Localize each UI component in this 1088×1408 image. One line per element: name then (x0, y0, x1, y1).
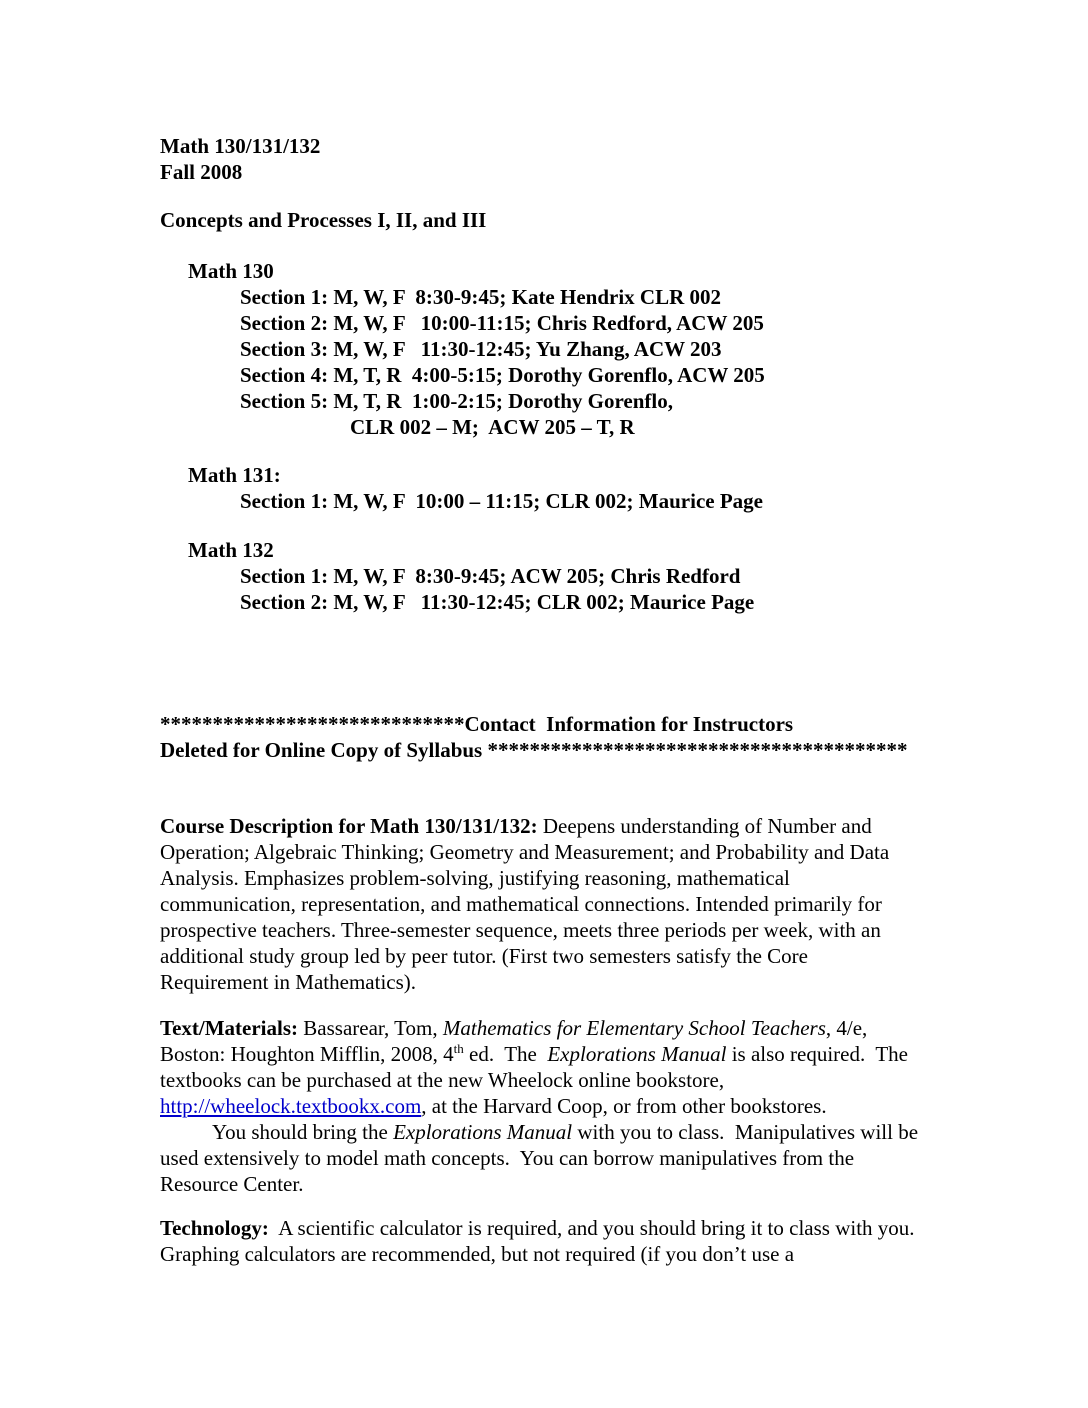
banner-text-2: Deleted for Online Copy of Syllabus (160, 738, 488, 762)
section-row: Section 4: M, T, R 4:00-5:15; Dorothy Gorenflo, ACW 205 (240, 363, 765, 387)
text-materials-paragraph (160, 1015, 920, 1119)
document-header (160, 133, 920, 185)
text-materials-required: is also required. The textbooks can be purchased at the new Wheelock online bookstore, (160, 1042, 914, 1092)
section-row: Section 1: M, W, F 8:30-9:45; Kate Hendrix CLR 002 (240, 285, 722, 309)
ordinal-superscript: th (453, 1041, 464, 1056)
bring-manual-lead: You should bring the (212, 1120, 394, 1144)
course-description-label: Course Description for Math 130/131/132: (160, 814, 538, 838)
banner-text-1: Contact Information for Instructors (464, 712, 794, 736)
bring-manual-rest: with you to class. Manipulatives will be used extensively to model math concepts. You can borrow manipulatives from the Resource Center. (160, 1120, 924, 1196)
course-title-math132: Math 132 (188, 538, 274, 562)
text-materials-label: Text/Materials: (160, 1016, 299, 1040)
course-description-body: Deepens understanding of Number and Operation; Algebraic Thinking; Geometry and Measurement; and Probability and Data Analysis. Emphasizes problem-solving, justifying reasoning, mathematical communication, representation, and mathematical connections. Intended primarily for prospective teachers. Three-semester sequence, meets three periods per week, with an additional study group led by peer tutor. (First two semesters satisfy the Core Requirement in Mathematics). (160, 814, 894, 994)
text-materials-after-sup: ed. The (463, 1042, 548, 1066)
banner-line-1 (160, 711, 920, 737)
technology-paragraph (160, 1215, 926, 1267)
section-room-continuation: CLR 002 – M; ACW 205 – T, R (350, 415, 635, 439)
course-title-math131: Math 131: (188, 463, 281, 487)
text-materials-after-link: , at the Harvard Coop, or from other bookstores. (421, 1094, 827, 1118)
schedule-group-math130 (160, 258, 920, 440)
explorations-manual-title: Explorations Manual (547, 1042, 727, 1066)
section-row: Section 2: M, W, F 11:30-12:45; CLR 002; Maurice Page (240, 590, 755, 614)
section-row: Section 1: M, W, F 10:00 – 11:15; CLR 002; Maurice Page (240, 489, 763, 513)
page-title: Concepts and Processes I, II, and III (160, 208, 487, 232)
section-row: Section 5: M, T, R 1:00-2:15; Dorothy Gorenflo, (240, 389, 673, 413)
bookstore-link[interactable]: http://wheelock.textbookx.com (160, 1094, 422, 1118)
technology-body: A scientific calculator is required, and you should bring it to class with you. Graphing calculators are recommended, but not required (if you don’t use a (160, 1216, 926, 1266)
schedule-group-math132 (160, 537, 920, 615)
section-row: Section 3: M, W, F 11:30-12:45; Yu Zhang, ACW 203 (240, 337, 722, 361)
text-materials-continuation-paragraph (160, 1119, 924, 1197)
text-materials-edition: , 4/e, Boston: Houghton Mifflin, 2008, 4 (160, 1016, 873, 1066)
section-row: Section 2: M, W, F 10:00-11:15; Chris Redford, ACW 205 (240, 311, 764, 335)
banner-line-2 (160, 737, 920, 763)
text-materials-author: Bassarear, Tom, (298, 1016, 443, 1040)
banner-stars-trailing: **************************************** (487, 738, 908, 762)
schedule-group-math131 (160, 462, 920, 514)
contact-deleted-banner (160, 711, 920, 763)
term: Fall 2008 (160, 160, 243, 184)
schedule-section (160, 258, 920, 615)
book-title: Mathematics for Elementary School Teachers (442, 1016, 826, 1040)
explorations-manual-title: Explorations Manual (393, 1120, 573, 1144)
technology-label: Technology: (160, 1216, 269, 1240)
banner-stars-leading: ***************************** (160, 712, 465, 736)
course-title-math130: Math 130 (188, 259, 274, 283)
section-row: Section 1: M, W, F 8:30-9:45; ACW 205; Chris Redford (240, 564, 741, 588)
course-description-paragraph (160, 813, 920, 995)
course-code: Math 130/131/132 (160, 134, 321, 158)
